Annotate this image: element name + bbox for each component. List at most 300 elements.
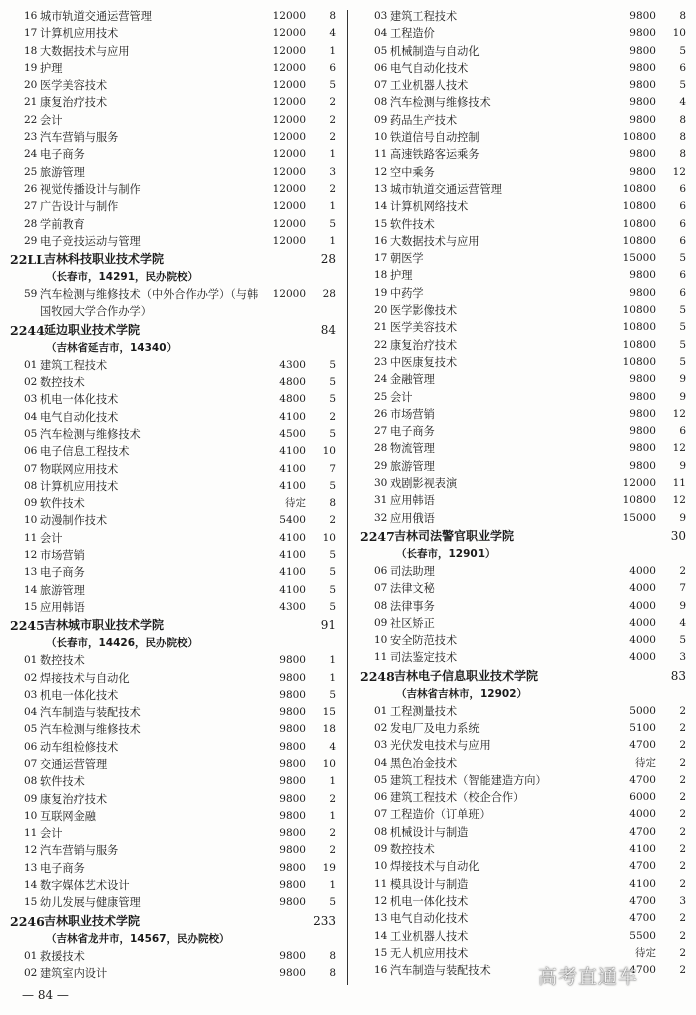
program-code: 16 — [24, 10, 38, 22]
tuition-fee: 10800 — [622, 338, 656, 351]
tuition-fee: 4000 — [629, 808, 656, 821]
tuition-fee: 待定 — [635, 946, 656, 959]
program-name: 应用韩语 — [390, 494, 435, 508]
program-code: 11 — [24, 827, 38, 840]
program-row — [360, 8, 686, 25]
tuition-fee: 9800 — [279, 949, 306, 962]
program-name: 电子商务 — [40, 566, 85, 580]
program-row — [360, 458, 686, 475]
program-name: 机械制造与自动化 — [390, 44, 480, 58]
program-code: 22 — [374, 338, 388, 351]
program-code: 09 — [374, 843, 388, 856]
program-name: 铁道信号自动控制 — [390, 131, 480, 145]
tuition-fee: 10800 — [622, 131, 656, 144]
tuition-fee: 9800 — [279, 861, 306, 874]
tuition-fee: 4800 — [279, 393, 306, 406]
school-name: 吉林司法警官职业学院 — [394, 528, 515, 543]
school-total-quota: 83 — [670, 668, 686, 683]
program-code: 15 — [374, 946, 388, 959]
enrollment-quota: 2 — [679, 843, 686, 856]
program-name: 计算机网络技术 — [390, 200, 469, 214]
program-code: 09 — [24, 792, 38, 805]
program-name: 广告设计与制作 — [40, 200, 119, 214]
program-name: 汽车检测与维修技术 — [390, 96, 491, 110]
program-name: 工业机器人技术 — [390, 929, 469, 943]
program-code: 09 — [374, 113, 388, 126]
program-name: 软件技术 — [40, 775, 85, 789]
program-code: 05 — [374, 773, 388, 786]
program-code: 25 — [374, 390, 388, 403]
program-row — [10, 391, 336, 408]
program-name: 幼儿发展与健康管理 — [40, 896, 141, 910]
program-code: 17 — [24, 27, 38, 40]
program-code: 06 — [374, 791, 388, 804]
program-code: 12 — [24, 844, 38, 857]
program-code: 01 — [24, 949, 38, 962]
program-name: 城市轨道交通运营管理 — [390, 182, 502, 196]
program-code: 17 — [374, 252, 388, 265]
program-row — [10, 60, 336, 77]
enrollment-quota: 2 — [679, 946, 686, 959]
program-row — [10, 216, 336, 233]
program-name: 会计 — [390, 390, 413, 404]
program-name: 物流管理 — [390, 442, 435, 456]
program-name: 模具设计与制造 — [390, 877, 469, 891]
program-name: 电气自动化技术 — [40, 410, 119, 424]
school-total-quota: 30 — [670, 528, 686, 543]
program-code: 02 — [24, 671, 38, 684]
tuition-fee: 10800 — [622, 217, 656, 230]
program-code: 06 — [374, 61, 388, 74]
program-row — [360, 632, 686, 649]
program-name: 康复治疗技术 — [40, 96, 108, 110]
enrollment-quota: 1 — [329, 44, 336, 57]
tuition-fee: 10800 — [622, 355, 656, 368]
enrollment-quota: 2 — [329, 131, 336, 144]
enrollment-quota: 2 — [329, 96, 336, 109]
program-code: 23 — [24, 131, 38, 144]
program-row — [10, 112, 336, 129]
tuition-fee: 9800 — [629, 425, 656, 438]
page-number: — 84 — — [22, 988, 69, 1002]
tuition-fee: 待定 — [285, 497, 306, 510]
program-row — [360, 737, 686, 754]
program-row — [360, 423, 686, 440]
program-row — [10, 8, 336, 25]
program-row — [360, 945, 686, 962]
program-code: 15 — [24, 896, 38, 909]
program-row — [360, 510, 686, 527]
program-name: 机电一体化技术 — [390, 894, 469, 908]
enrollment-quota: 8 — [329, 949, 336, 962]
program-row — [360, 129, 686, 146]
program-name: 电子商务 — [390, 425, 435, 439]
enrollment-quota: 8 — [329, 966, 336, 979]
tuition-fee: 9800 — [279, 671, 306, 684]
program-row — [10, 164, 336, 181]
enrollment-quota: 5 — [329, 393, 336, 406]
enrollment-quota: 6 — [679, 217, 686, 230]
enrollment-quota: 6 — [679, 269, 686, 282]
program-code: 31 — [374, 494, 388, 507]
enrollment-quota: 5 — [329, 688, 336, 701]
enrollment-quota: 5 — [679, 634, 686, 647]
tuition-fee: 5000 — [629, 704, 656, 717]
program-code: 08 — [374, 599, 388, 612]
program-code: 03 — [24, 393, 38, 406]
enrollment-quota: 2 — [329, 792, 336, 805]
column-divider — [347, 10, 348, 985]
enrollment-quota: 2 — [679, 791, 686, 804]
program-row — [10, 43, 336, 60]
tuition-fee: 12000 — [272, 10, 306, 22]
tuition-fee: 待定 — [635, 756, 656, 769]
enrollment-quota: 2 — [679, 929, 686, 942]
program-code: 01 — [374, 704, 388, 717]
tuition-fee: 9800 — [629, 407, 656, 420]
program-row — [10, 94, 336, 111]
program-name: 城市轨道交通运营管理 — [40, 10, 152, 23]
program-name: 光伏发电技术与应用 — [390, 739, 491, 753]
school-header — [10, 912, 336, 931]
school-code: 2248 — [360, 668, 395, 684]
program-row — [360, 720, 686, 737]
tuition-fee: 4700 — [629, 825, 656, 838]
enrollment-quota: 19 — [322, 861, 336, 874]
program-name: 法律事务 — [390, 599, 435, 613]
program-row — [360, 389, 686, 406]
program-code: 07 — [24, 757, 38, 770]
program-name: 中医康复技术 — [390, 355, 458, 369]
tuition-fee: 4100 — [279, 531, 306, 544]
program-row — [10, 721, 336, 738]
enrollment-quota: 5 — [329, 583, 336, 596]
enrollment-quota: 5 — [329, 600, 336, 613]
program-row — [360, 475, 686, 492]
program-code: 02 — [24, 966, 38, 979]
tuition-fee: 4000 — [629, 634, 656, 647]
enrollment-quota: 5 — [679, 44, 686, 57]
program-row — [360, 615, 686, 632]
program-name: 安全防范技术 — [390, 634, 458, 648]
program-row — [360, 250, 686, 267]
school-location: （长春市，14426，民办院校） — [46, 637, 199, 650]
tuition-fee: 4100 — [279, 445, 306, 458]
program-name: 大数据技术与应用 — [40, 44, 130, 58]
school-total-quota: 84 — [320, 322, 336, 337]
program-name: 汽车制造与装配技术 — [40, 706, 141, 720]
program-name: 学前教育 — [40, 217, 85, 231]
tuition-fee: 4700 — [629, 894, 656, 907]
tuition-fee: 10800 — [622, 234, 656, 247]
program-name: 市场营销 — [390, 407, 435, 421]
tuition-fee: 4100 — [629, 877, 656, 890]
program-code: 01 — [24, 654, 38, 667]
tuition-fee: 12000 — [272, 27, 306, 40]
enrollment-quota: 5 — [679, 338, 686, 351]
tuition-fee: 4000 — [629, 564, 656, 577]
tuition-fee: 9800 — [629, 165, 656, 178]
program-code: 20 — [24, 79, 38, 92]
school-header — [360, 667, 686, 686]
tuition-fee: 5500 — [629, 929, 656, 942]
program-row — [360, 910, 686, 927]
program-name: 高速铁路客运乘务 — [390, 148, 480, 162]
program-row — [10, 478, 336, 495]
enrollment-quota: 10 — [322, 531, 336, 544]
program-name: 医学影像技术 — [390, 304, 458, 318]
program-code: 03 — [374, 739, 388, 752]
school-location: （吉林省吉林市，12902） — [396, 687, 528, 700]
program-row — [10, 739, 336, 756]
school-name: 吉林科技职业技术学院 — [44, 252, 165, 267]
program-row — [10, 374, 336, 391]
program-name: 建筑工程技术 — [390, 10, 458, 23]
program-row — [10, 756, 336, 773]
program-name: 建筑工程技术 — [40, 358, 108, 372]
school-name: 吉林职业技术学院 — [44, 913, 141, 928]
program-code: 08 — [374, 825, 388, 838]
program-code: 21 — [374, 321, 388, 334]
program-name: 应用韩语 — [40, 600, 85, 614]
program-row — [10, 877, 336, 894]
program-name: 护理 — [390, 269, 413, 283]
program-name: 汽车检测与维修技术 — [40, 723, 141, 737]
enrollment-quota: 12 — [672, 442, 686, 455]
enrollment-quota: 6 — [679, 234, 686, 247]
program-name: 数控技术 — [40, 376, 85, 390]
school-code: 2247 — [360, 528, 395, 544]
program-code: 59 — [24, 288, 38, 301]
tuition-fee: 12000 — [622, 477, 656, 490]
tuition-fee: 10800 — [622, 304, 656, 317]
tuition-fee: 9800 — [279, 706, 306, 719]
enrollment-quota: 7 — [679, 582, 686, 595]
program-row — [10, 687, 336, 704]
enrollment-quota: 2 — [329, 844, 336, 857]
watermark: 高考直通车 — [538, 966, 639, 988]
program-row — [10, 495, 336, 512]
school-header — [10, 616, 336, 635]
program-code: 25 — [24, 165, 38, 178]
program-row — [360, 703, 686, 720]
enrollment-quota: 2 — [329, 113, 336, 126]
tuition-fee: 10800 — [622, 494, 656, 507]
enrollment-quota: 2 — [679, 564, 686, 577]
tuition-fee: 4700 — [629, 773, 656, 786]
tuition-fee: 9800 — [629, 373, 656, 386]
program-name: 汽车检测与维修技术（中外合作办学）（与韩国牧园大学合作办学） — [40, 288, 259, 319]
program-name: 工业机器人技术 — [390, 79, 469, 93]
program-row — [360, 25, 686, 42]
tuition-fee: 9800 — [629, 459, 656, 472]
school-code: 22LL — [10, 252, 45, 268]
program-name: 互联网金融 — [40, 809, 96, 823]
program-row — [10, 426, 336, 443]
school-code: 2245 — [10, 618, 45, 634]
tuition-fee: 4300 — [279, 358, 306, 371]
tuition-fee: 12000 — [272, 79, 306, 92]
tuition-fee: 9800 — [279, 757, 306, 770]
enrollment-quota: 10 — [322, 445, 336, 458]
enrollment-quota: 2 — [679, 808, 686, 821]
program-code: 13 — [24, 861, 38, 874]
program-row — [10, 670, 336, 687]
tuition-fee: 4700 — [629, 964, 656, 977]
program-name: 康复治疗技术 — [40, 792, 108, 806]
tuition-fee: 12000 — [272, 96, 306, 109]
program-code: 16 — [374, 234, 388, 247]
program-row — [10, 530, 336, 547]
program-name: 朝医学 — [390, 252, 424, 266]
program-row — [360, 233, 686, 250]
enrollment-quota: 6 — [679, 286, 686, 299]
school-name: 延边职业技术学院 — [44, 322, 141, 337]
program-row — [360, 755, 686, 772]
program-row — [10, 25, 336, 42]
program-name: 焊接技术与自动化 — [40, 671, 130, 685]
tuition-fee: 5100 — [629, 721, 656, 734]
tuition-fee: 12000 — [272, 234, 306, 247]
program-code: 13 — [24, 566, 38, 579]
program-row — [360, 146, 686, 163]
program-name: 建筑室内设计 — [40, 966, 108, 980]
program-code: 05 — [24, 427, 38, 440]
tuition-fee: 4000 — [629, 599, 656, 612]
program-row — [360, 319, 686, 336]
enrollment-quota: 4 — [329, 27, 336, 40]
program-code: 03 — [24, 688, 38, 701]
program-code: 07 — [374, 582, 388, 595]
program-row — [10, 233, 336, 250]
program-name: 金融管理 — [390, 373, 435, 387]
program-code: 11 — [374, 651, 388, 664]
program-code: 10 — [374, 860, 388, 873]
program-row — [10, 948, 336, 965]
program-name: 中药学 — [390, 286, 424, 300]
enrollment-quota: 2 — [679, 704, 686, 717]
program-code: 10 — [24, 809, 38, 822]
tuition-fee: 9800 — [279, 740, 306, 753]
program-name: 电子商务 — [40, 148, 85, 162]
enrollment-quota: 2 — [679, 721, 686, 734]
enrollment-quota: 5 — [679, 304, 686, 317]
program-code: 07 — [24, 462, 38, 475]
program-code: 13 — [374, 182, 388, 195]
enrollment-quota: 8 — [679, 148, 686, 161]
enrollment-quota: 8 — [329, 497, 336, 510]
program-row — [360, 563, 686, 580]
tuition-fee: 4300 — [279, 600, 306, 613]
enrollment-quota: 2 — [679, 964, 686, 977]
tuition-fee: 4000 — [629, 582, 656, 595]
program-name: 汽车制造与装配技术 — [390, 964, 491, 978]
enrollment-quota: 9 — [679, 390, 686, 403]
enrollment-quota: 2 — [679, 756, 686, 769]
program-name: 焊接技术与自动化 — [390, 860, 480, 874]
tuition-fee: 9800 — [629, 44, 656, 57]
program-code: 08 — [24, 479, 38, 492]
program-code: 07 — [374, 79, 388, 92]
tuition-fee: 9800 — [629, 61, 656, 74]
program-row — [360, 893, 686, 910]
program-row — [10, 773, 336, 790]
program-row — [360, 858, 686, 875]
tuition-fee: 15000 — [622, 252, 656, 265]
program-name: 药品生产技术 — [390, 113, 458, 127]
enrollment-quota: 1 — [329, 671, 336, 684]
program-row — [360, 77, 686, 94]
program-name: 法律文秘 — [390, 582, 435, 596]
program-code: 29 — [374, 459, 388, 472]
program-code: 02 — [24, 376, 38, 389]
tuition-fee: 12000 — [272, 182, 306, 195]
program-name: 软件技术 — [390, 217, 435, 231]
program-row — [10, 547, 336, 564]
program-code: 18 — [24, 44, 38, 57]
program-name: 计算机应用技术 — [40, 27, 119, 41]
enrollment-quota: 8 — [679, 113, 686, 126]
program-name: 工程造价 — [390, 27, 435, 41]
school-location: （吉林省龙井市，14567，民办院校） — [46, 932, 230, 945]
school-total-quota: 91 — [320, 618, 336, 633]
enrollment-quota: 5 — [329, 549, 336, 562]
tuition-fee: 12000 — [272, 113, 306, 126]
program-code: 28 — [24, 217, 38, 230]
enrollment-quota: 4 — [329, 740, 336, 753]
tuition-fee: 9800 — [279, 896, 306, 909]
program-row — [360, 406, 686, 423]
tuition-fee: 12000 — [272, 61, 306, 74]
enrollment-quota: 5 — [329, 217, 336, 230]
enrollment-quota: 9 — [679, 459, 686, 472]
program-row — [360, 181, 686, 198]
tuition-fee: 9800 — [629, 148, 656, 161]
enrollment-quota: 12 — [672, 165, 686, 178]
program-name: 汽车营销与服务 — [40, 844, 119, 858]
program-code: 02 — [374, 721, 388, 734]
program-row — [10, 842, 336, 859]
enrollment-quota: 10 — [322, 757, 336, 770]
program-row — [360, 841, 686, 858]
tuition-fee: 9800 — [629, 442, 656, 455]
school-name: 吉林城市职业技术学院 — [44, 618, 165, 633]
program-row — [10, 146, 336, 163]
tuition-fee: 9800 — [279, 809, 306, 822]
program-name: 康复治疗技术 — [390, 338, 458, 352]
tuition-fee: 9800 — [279, 723, 306, 736]
program-name: 大数据技术与应用 — [390, 234, 480, 248]
tuition-fee: 4700 — [629, 912, 656, 925]
program-name: 工程测量技术 — [390, 704, 458, 718]
program-row — [360, 789, 686, 806]
program-code: 09 — [374, 616, 388, 629]
tuition-fee: 4000 — [629, 616, 656, 629]
program-row — [10, 860, 336, 877]
program-code: 19 — [374, 286, 388, 299]
program-name: 电气自动化技术 — [390, 912, 469, 926]
program-code: 30 — [374, 477, 388, 490]
enrollment-quota: 6 — [329, 61, 336, 74]
program-code: 12 — [374, 894, 388, 907]
program-row — [10, 181, 336, 198]
tuition-fee: 4100 — [279, 583, 306, 596]
enrollment-quota: 15 — [322, 706, 336, 719]
tuition-fee: 12000 — [272, 288, 306, 301]
program-code: 15 — [374, 217, 388, 230]
program-code: 13 — [374, 912, 388, 925]
program-code: 04 — [374, 756, 388, 769]
